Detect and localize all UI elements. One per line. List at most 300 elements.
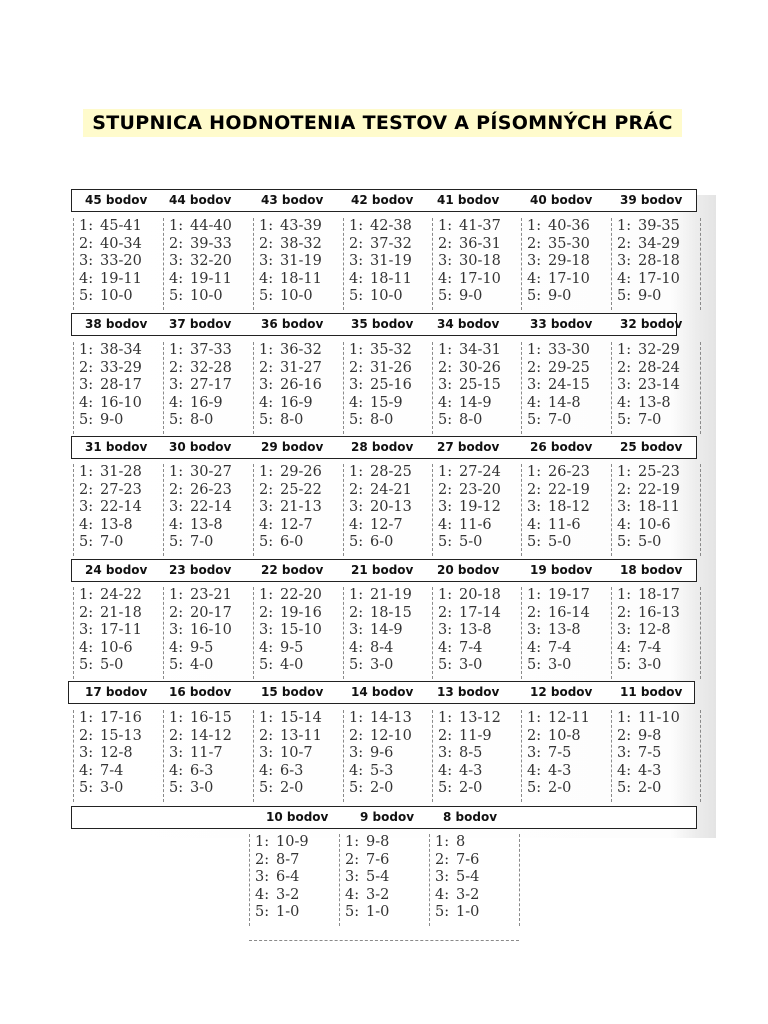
grade-point-range: 12-10 [370, 727, 412, 744]
grade-number: 5: [527, 780, 542, 796]
grade-line [164, 710, 249, 728]
grade-point-range: 13-8 [190, 516, 223, 533]
points-header-label: 29 bodov [261, 440, 324, 454]
grade-number: 1: [79, 710, 94, 726]
grade-line [250, 852, 335, 870]
grade-line [250, 904, 335, 922]
grade-line [433, 218, 518, 236]
grade-number: 4: [345, 886, 360, 903]
grade-line [164, 517, 249, 535]
grade-point-range: 14-9 [370, 622, 403, 638]
grade-point-range: 40-34 [100, 235, 142, 252]
grade-column [253, 587, 339, 679]
grade-number: 3: [79, 377, 94, 393]
grade-point-range: 9-0 [459, 288, 483, 304]
grade-number: 1: [259, 218, 274, 234]
grade-point-range: 19-12 [459, 499, 501, 515]
grade-point-range: 31-26 [370, 359, 412, 376]
grade-line [74, 464, 159, 482]
grade-number: 1: [527, 710, 542, 726]
grade-line [430, 887, 515, 905]
grade-number: 5: [527, 412, 542, 428]
grade-number: 1: [438, 464, 453, 480]
grade-point-range: 14-9 [459, 394, 492, 411]
grade-point-range: 14-13 [370, 710, 412, 726]
grade-line [74, 412, 159, 430]
grade-point-range: 3-0 [638, 657, 662, 673]
grade-number: 3: [617, 745, 632, 761]
grade-line [254, 657, 339, 675]
grade-line [74, 517, 159, 535]
grade-line [612, 218, 697, 236]
grade-point-range: 8-7 [276, 851, 300, 868]
grade-point-range: 23-14 [638, 377, 680, 393]
grade-line [344, 499, 429, 517]
grade-number: 1: [438, 218, 453, 234]
grade-line [612, 517, 697, 535]
grade-number: 2: [435, 851, 450, 868]
grade-point-range: 7-0 [548, 412, 572, 428]
grade-number: 3: [349, 745, 364, 761]
grade-point-range: 3-0 [190, 780, 214, 796]
grade-point-range: 29-26 [280, 464, 322, 480]
grade-number: 3: [349, 622, 364, 638]
grade-number: 3: [259, 745, 274, 761]
grade-line [612, 342, 697, 360]
grade-number: 2: [438, 604, 453, 621]
grade-column [611, 218, 697, 310]
grade-line [612, 236, 697, 254]
grade-line [522, 236, 607, 254]
grade-point-range: 21-18 [100, 604, 142, 621]
grade-line [522, 605, 607, 623]
grade-point-range: 19-11 [100, 270, 142, 287]
grade-point-range: 11-10 [638, 710, 680, 726]
grade-line [74, 710, 159, 728]
grade-point-range: 15-14 [280, 710, 322, 726]
grade-point-range: 5-0 [638, 534, 662, 550]
grade-point-range: 13-8 [100, 516, 133, 533]
grade-point-range: 16-13 [638, 604, 680, 621]
grade-line [612, 622, 697, 640]
grade-line [612, 587, 697, 605]
grade-point-range: 38-34 [100, 342, 142, 358]
grade-point-range: 16-10 [100, 394, 142, 411]
grade-line [433, 534, 518, 552]
grade-point-range: 12-8 [100, 745, 133, 761]
grade-line [74, 253, 159, 271]
grade-line [344, 271, 429, 289]
grade-line [522, 710, 607, 728]
grade-point-range: 8-0 [370, 412, 394, 428]
grade-line [344, 342, 429, 360]
grade-point-range: 13-12 [459, 710, 501, 726]
grade-column [521, 342, 607, 434]
grade-point-range: 31-19 [370, 253, 412, 269]
grade-number: 2: [259, 359, 274, 376]
grade-column [432, 464, 518, 556]
grade-number: 5: [349, 657, 364, 673]
grade-line [433, 499, 518, 517]
grade-point-range: 18-12 [548, 499, 590, 515]
grade-column [73, 464, 159, 556]
grade-point-range: 34-29 [638, 235, 680, 252]
grade-number: 5: [259, 534, 274, 550]
grade-number: 5: [438, 288, 453, 304]
grade-column [521, 218, 607, 310]
grade-line [344, 587, 429, 605]
grade-number: 2: [349, 235, 364, 252]
grade-column [521, 710, 607, 802]
grade-number: 4: [349, 394, 364, 411]
grade-point-range: 12-11 [548, 710, 590, 726]
grade-number: 2: [617, 727, 632, 744]
grade-point-range: 10-0 [370, 288, 403, 304]
grade-number: 1: [438, 342, 453, 358]
grade-line [164, 657, 249, 675]
grade-line [164, 640, 249, 658]
grade-number: 4: [617, 270, 632, 287]
grade-line [74, 534, 159, 552]
grade-point-range: 19-11 [190, 270, 232, 287]
grade-line [612, 745, 697, 763]
points-header-label: 22 bodov [261, 563, 324, 577]
grade-number: 3: [259, 377, 274, 393]
grade-line [612, 412, 697, 430]
grade-line [164, 236, 249, 254]
grade-line [612, 710, 697, 728]
points-header-label: 26 bodov [530, 440, 593, 454]
grade-line [430, 904, 515, 922]
grade-line [433, 253, 518, 271]
grade-line [164, 534, 249, 552]
grade-line [254, 763, 339, 781]
grade-line [522, 763, 607, 781]
grade-line [612, 464, 697, 482]
grade-point-range: 8-4 [370, 639, 394, 656]
grade-number: 2: [527, 727, 542, 744]
grade-line [344, 622, 429, 640]
grade-point-range: 32-29 [638, 342, 680, 358]
grade-line [254, 587, 339, 605]
points-header-label: 21 bodov [351, 563, 414, 577]
grade-point-range: 16-9 [190, 394, 223, 411]
grade-column [253, 464, 339, 556]
grade-number: 3: [169, 253, 184, 269]
grade-column [432, 710, 518, 802]
grade-line [340, 852, 425, 870]
column-divider [700, 218, 701, 310]
grade-point-range: 22-14 [100, 499, 142, 515]
grade-line [522, 728, 607, 746]
grade-column [73, 587, 159, 679]
grade-point-range: 25-23 [638, 464, 680, 480]
points-header-label: 25 bodov [620, 440, 683, 454]
grade-number: 5: [617, 657, 632, 673]
points-header-label: 38 bodov [85, 317, 148, 331]
grade-line [74, 728, 159, 746]
grade-number: 5: [79, 780, 94, 796]
grade-number: 4: [79, 762, 94, 779]
grade-number: 4: [527, 516, 542, 533]
grade-point-range: 2-0 [638, 780, 662, 796]
grade-line [433, 517, 518, 535]
grade-number: 4: [79, 270, 94, 287]
grade-line [254, 622, 339, 640]
grade-number: 3: [259, 622, 274, 638]
grade-line [522, 517, 607, 535]
grade-number: 1: [169, 587, 184, 603]
grade-line [74, 640, 159, 658]
grade-line [433, 710, 518, 728]
grade-point-range: 27-23 [100, 481, 142, 498]
grade-point-range: 20-17 [190, 604, 232, 621]
grade-point-range: 6-0 [370, 534, 394, 550]
page-title: STUPNICA HODNOTENIA TESTOV A PÍSOMNÝCH PRÁC [83, 109, 682, 137]
grade-number: 5: [169, 780, 184, 796]
grade-number: 1: [438, 710, 453, 726]
grade-point-range: 8-0 [280, 412, 304, 428]
grade-line [164, 360, 249, 378]
grade-line [522, 640, 607, 658]
grade-line [254, 395, 339, 413]
grade-point-range: 9-6 [370, 745, 394, 761]
grade-number: 1: [349, 342, 364, 358]
grade-number: 3: [438, 745, 453, 761]
grade-number: 1: [349, 587, 364, 603]
grade-point-range: 6-3 [280, 762, 304, 779]
grade-point-range: 34-31 [459, 342, 501, 358]
grade-column [73, 710, 159, 802]
grade-column [432, 587, 518, 679]
grade-number: 5: [79, 412, 94, 428]
grade-line [164, 499, 249, 517]
grade-point-range: 26-23 [190, 481, 232, 498]
grade-line [250, 834, 335, 852]
grade-point-range: 7-0 [190, 534, 214, 550]
grade-number: 5: [259, 780, 274, 796]
grade-point-range: 2-0 [280, 780, 304, 796]
grade-line [522, 412, 607, 430]
grade-point-range: 3-2 [276, 886, 300, 903]
grade-number: 1: [617, 587, 632, 603]
grade-line [612, 780, 697, 798]
grade-line [164, 780, 249, 798]
grade-point-range: 2-0 [370, 780, 394, 796]
grade-point-range: 30-26 [459, 359, 501, 376]
grade-line [74, 395, 159, 413]
points-header-label: 20 bodov [437, 563, 500, 577]
grade-number: 3: [349, 499, 364, 515]
grade-line [433, 728, 518, 746]
grade-number: 1: [527, 464, 542, 480]
grade-point-range: 33-30 [548, 342, 590, 358]
grade-line [164, 587, 249, 605]
grade-point-range: 7-0 [638, 412, 662, 428]
grade-line [433, 605, 518, 623]
grade-number: 2: [169, 727, 184, 744]
points-header-label: 10 bodov [266, 810, 329, 824]
grade-number: 2: [527, 359, 542, 376]
grade-line [522, 288, 607, 306]
grade-number: 3: [259, 499, 274, 515]
grade-column [343, 587, 429, 679]
grade-number: 2: [438, 359, 453, 376]
grade-line [522, 482, 607, 500]
grade-line [344, 412, 429, 430]
grade-point-range: 5-3 [370, 762, 394, 779]
grade-number: 3: [527, 377, 542, 393]
grade-number: 1: [617, 342, 632, 358]
grade-number: 3: [527, 253, 542, 269]
points-header-label: 14 bodov [351, 685, 414, 699]
grade-number: 1: [169, 710, 184, 726]
grade-column [73, 218, 159, 310]
grade-point-range: 35-32 [370, 342, 412, 358]
grade-number: 4: [438, 394, 453, 411]
grade-column [521, 464, 607, 556]
grade-line [254, 360, 339, 378]
grade-number: 1: [349, 464, 364, 480]
grade-number: 3: [617, 622, 632, 638]
grade-point-range: 7-4 [548, 639, 572, 656]
grade-point-range: 8-5 [459, 745, 483, 761]
grade-number: 4: [79, 394, 94, 411]
grade-number: 5: [259, 657, 274, 673]
grade-column [611, 342, 697, 434]
grade-number: 2: [169, 359, 184, 376]
grade-point-range: 19-16 [280, 604, 322, 621]
grade-line [74, 482, 159, 500]
grade-line [433, 271, 518, 289]
grade-number: 2: [79, 359, 94, 376]
grade-line [254, 236, 339, 254]
grade-line [430, 869, 515, 887]
grade-point-range: 17-14 [459, 604, 501, 621]
grade-number: 3: [527, 745, 542, 761]
grade-column [339, 834, 425, 926]
grade-line [433, 464, 518, 482]
points-header-label: 12 bodov [530, 685, 593, 699]
grade-point-range: 13-8 [459, 622, 492, 638]
grade-number: 4: [349, 516, 364, 533]
grade-line [254, 499, 339, 517]
grade-line [433, 482, 518, 500]
grade-point-range: 27-24 [459, 464, 501, 480]
column-divider [700, 710, 701, 802]
grade-point-range: 31-27 [280, 359, 322, 376]
grade-number: 4: [259, 639, 274, 656]
grade-point-range: 37-32 [370, 235, 412, 252]
grade-point-range: 1-0 [456, 904, 480, 920]
grade-number: 5: [617, 780, 632, 796]
grade-line [344, 482, 429, 500]
grade-line [254, 218, 339, 236]
grade-point-range: 36-32 [280, 342, 322, 358]
grade-number: 5: [169, 412, 184, 428]
grade-point-range: 28-25 [370, 464, 412, 480]
grade-line [344, 763, 429, 781]
grade-number: 1: [259, 587, 274, 603]
grade-column [521, 587, 607, 679]
grade-point-range: 18-11 [638, 499, 680, 515]
grade-line [344, 288, 429, 306]
grade-column [253, 710, 339, 802]
grade-line [522, 587, 607, 605]
grade-point-range: 10-0 [190, 288, 223, 304]
grade-number: 5: [617, 534, 632, 550]
grade-point-range: 12-7 [370, 516, 403, 533]
grade-point-range: 7-0 [100, 534, 124, 550]
grade-number: 3: [438, 622, 453, 638]
points-header-label: 33 bodov [530, 317, 593, 331]
grade-line [433, 377, 518, 395]
grade-number: 3: [349, 377, 364, 393]
grade-column [163, 587, 249, 679]
grade-point-range: 1-0 [366, 904, 390, 920]
grade-point-range: 3-0 [548, 657, 572, 673]
grade-number: 2: [259, 235, 274, 252]
grade-number: 3: [169, 622, 184, 638]
grade-line [254, 288, 339, 306]
grade-number: 1: [79, 218, 94, 234]
grade-column [343, 464, 429, 556]
grade-line [433, 763, 518, 781]
grade-line [612, 640, 697, 658]
grade-point-range: 4-0 [280, 657, 304, 673]
grade-point-range: 10-7 [280, 745, 313, 761]
grade-point-range: 26-23 [548, 464, 590, 480]
grade-point-range: 22-19 [638, 481, 680, 498]
grade-point-range: 32-28 [190, 359, 232, 376]
grade-point-range: 14-12 [190, 727, 232, 744]
grade-number: 1: [617, 218, 632, 234]
grade-line [254, 342, 339, 360]
grade-number: 4: [79, 516, 94, 533]
grade-line [254, 710, 339, 728]
grade-number: 3: [169, 377, 184, 393]
grade-number: 2: [527, 481, 542, 498]
grade-number: 4: [438, 270, 453, 287]
grade-number: 3: [79, 622, 94, 638]
grade-point-range: 35-30 [548, 235, 590, 252]
grade-number: 2: [617, 359, 632, 376]
grade-line [164, 763, 249, 781]
column-divider [700, 342, 701, 434]
grade-line [612, 534, 697, 552]
grade-point-range: 14-8 [548, 394, 581, 411]
grade-number: 4: [438, 516, 453, 533]
grade-line [74, 377, 159, 395]
grade-line [164, 728, 249, 746]
grade-number: 5: [259, 412, 274, 428]
grade-line [254, 377, 339, 395]
grade-column [611, 710, 697, 802]
grade-point-range: 16-14 [548, 604, 590, 621]
grade-point-range: 6-3 [190, 762, 214, 779]
grade-line [522, 360, 607, 378]
grade-number: 2: [259, 727, 274, 744]
grade-point-range: 17-10 [548, 270, 590, 287]
points-header-label: 11 bodov [620, 685, 683, 699]
grade-line [344, 780, 429, 798]
grade-line [74, 288, 159, 306]
grade-point-range: 8-0 [190, 412, 214, 428]
grade-number: 1: [527, 342, 542, 358]
grade-line [344, 534, 429, 552]
grade-number: 2: [527, 604, 542, 621]
grade-point-range: 15-10 [280, 622, 322, 638]
